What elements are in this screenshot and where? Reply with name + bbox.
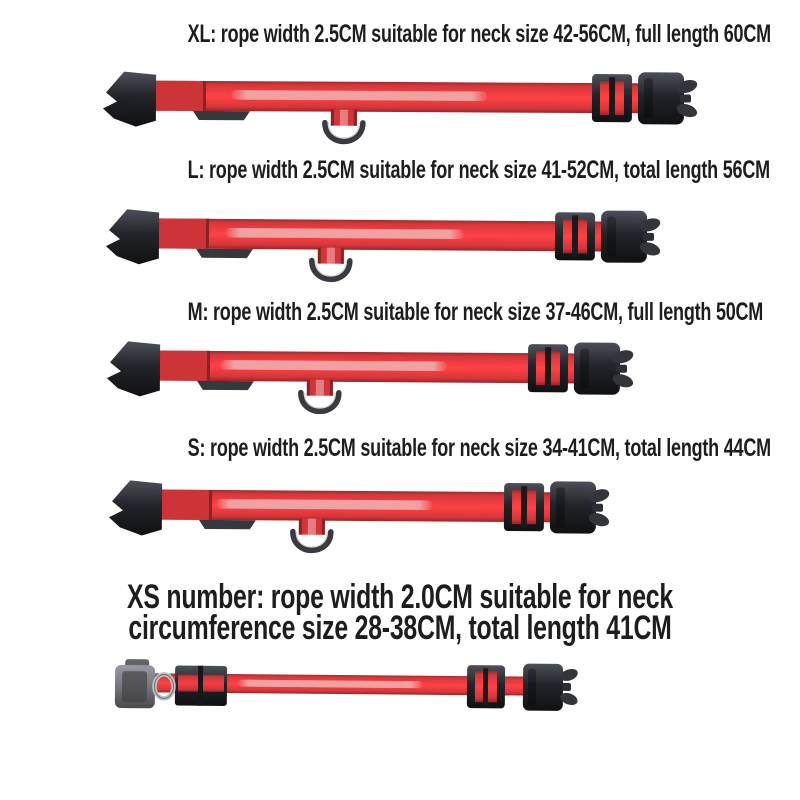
strap-keeper xyxy=(193,111,250,120)
strap-keeper xyxy=(199,520,256,529)
collar-photo-xl xyxy=(100,60,696,155)
buckle-female-icon xyxy=(103,71,156,126)
collar-illustration xyxy=(104,330,632,425)
strap-keeper xyxy=(197,381,254,390)
size-label-m: M: rope width 2.5CM suitable for neck size 37-46CM, full length 50CM xyxy=(187,298,764,326)
strap-keeper xyxy=(196,249,253,258)
strap-fold xyxy=(158,351,210,381)
collar-illustration xyxy=(113,652,575,732)
collar-illustration xyxy=(100,60,696,155)
reflective-strip xyxy=(220,360,447,371)
collar-photo-s xyxy=(106,469,608,564)
collar-photo-xs xyxy=(113,652,575,732)
strap-fold xyxy=(157,218,209,248)
collar-illustration xyxy=(103,198,659,293)
size-label-xs-line2: circumference size 28-38CM, total length 41CM xyxy=(128,609,672,647)
buckle-female-icon xyxy=(109,480,162,535)
size-label-s: S: rope width 2.5CM suitable for neck size 34-41CM, total length 44CM xyxy=(187,434,771,462)
strap-fold xyxy=(154,81,206,111)
reflective-strip xyxy=(216,499,432,510)
reflective-strip xyxy=(231,90,487,101)
buckle-female-icon xyxy=(106,209,159,264)
size-label-xs-line1: XS number: rope width 2.0CM suitable for neck xyxy=(127,578,673,616)
collar-photo-l xyxy=(103,198,659,293)
size-label-xs xyxy=(93,578,706,647)
strap-fold xyxy=(160,490,212,520)
size-label-l: L: rope width 2.5CM suitable for neck size 41-52CM, total length 56CM xyxy=(187,156,770,184)
collar-photo-m xyxy=(104,330,632,425)
buckle-female-icon xyxy=(107,341,160,396)
collar-illustration xyxy=(106,469,608,564)
size-label-xl: XL: rope width 2.5CM suitable for neck size 42-56CM, full length 60CM xyxy=(187,20,771,48)
reflective-strip xyxy=(225,228,464,239)
